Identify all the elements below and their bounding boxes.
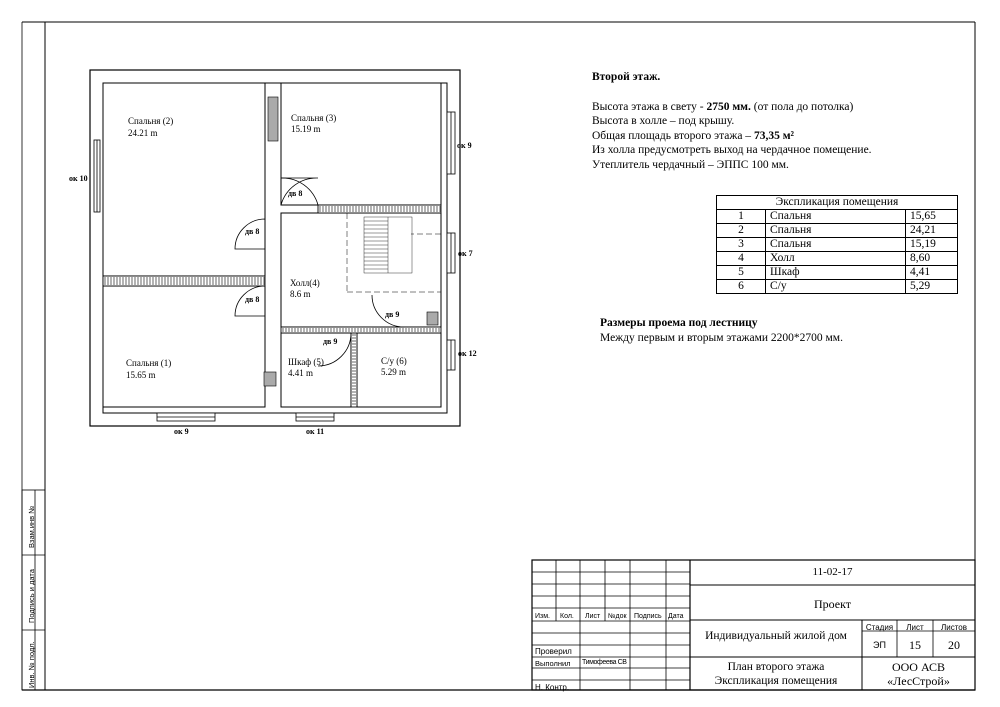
floor-notes: [592, 70, 872, 172]
stamp-stage-label: Стадия: [865, 623, 894, 632]
side-inv-sub: Взам.инв №: [27, 505, 36, 548]
room-name-1: Спальня (1): [126, 358, 172, 368]
stamp-sheets: 20: [948, 638, 960, 652]
room-name-3: Спальня (3): [291, 113, 337, 123]
door-label-dv9-hall: дв 9: [385, 310, 400, 319]
room-area-6: 5.29 m: [381, 367, 407, 377]
door-label-dv8-top: дв 8: [288, 189, 303, 198]
window-label-ok9-bottom: ок 9: [174, 427, 189, 436]
stamp-sheet-title-1: План второго этажа: [727, 661, 825, 673]
row-nkontr: Н. Контр.: [535, 683, 570, 692]
row-performer: Тимофеева СВ: [582, 659, 627, 666]
col-list: Лист: [585, 613, 601, 620]
door-label-dv8-left: дв 8: [245, 227, 260, 236]
col-ndoc: №док: [608, 613, 627, 620]
stamp-object: Индивидуальный жилой дом: [705, 630, 847, 642]
row-checked: Проверил: [535, 647, 572, 656]
stamp-code: 11-02-17: [812, 566, 853, 578]
room-name-5: Шкаф (5): [288, 357, 324, 367]
explication-table: [716, 195, 958, 294]
room-name-2: Спальня (2): [128, 116, 174, 126]
side-sign-date: Подпись и дата: [27, 569, 36, 623]
explication-caption: Экспликация помещения: [717, 196, 958, 210]
side-inv-orig: Инв. № подл.: [27, 641, 36, 688]
notes-area: Общая площадь второго этажа – 73,35 м²: [592, 129, 794, 142]
stamp-project: Проект: [813, 597, 852, 611]
door-label-dv8-lower: дв 8: [245, 295, 260, 304]
stair-text: Между первым и вторым этажами 2200*2700 мм.: [600, 331, 843, 344]
col-izm: Изм.: [535, 613, 550, 620]
room-area-1: 15.65 m: [126, 370, 156, 380]
window-label-ok11: ок 11: [306, 427, 325, 436]
table-row: 4 Холл 8,60: [717, 252, 958, 266]
col-date: Дата: [668, 613, 684, 620]
stamp-sheets-label: Листов: [941, 623, 967, 632]
col-kol: Кол.: [560, 613, 574, 620]
notes-hall: Высота в холле – под крышу.: [592, 115, 735, 127]
stamp-sheet: 15: [909, 638, 921, 652]
table-row: 6 С/у 5,29: [717, 280, 958, 294]
room-area-4: 8.6 m: [290, 289, 311, 299]
stamp-stage: ЭП: [873, 640, 886, 650]
notes-insulation: Утеплитель чердачный – ЭППС 100 мм.: [592, 158, 789, 171]
room-name-6: С/у (6): [381, 356, 407, 366]
notes-title: Второй этаж.: [592, 71, 661, 83]
stamp-company-2: «ЛесСтрой»: [887, 674, 950, 688]
room-area-3: 15.19 m: [291, 124, 321, 134]
row-performed: Выполнил: [535, 659, 571, 668]
stamp-company-1: ООО АСВ: [891, 660, 946, 674]
col-sign: Подпись: [634, 613, 662, 620]
room-name-4: Холл(4): [290, 278, 320, 288]
door-label-dv9-closet: дв 9: [323, 337, 338, 346]
window-label-ok9-right: ок 9: [457, 141, 472, 150]
stair-heading: Размеры проема под лестницу: [600, 317, 758, 329]
table-row: 3 Спальня 15,19: [717, 238, 958, 252]
notes-height: Высота этажа в свету - 2750 мм. (от пола до потолка): [592, 100, 854, 113]
table-row: 5 Шкаф 4,41: [717, 266, 958, 280]
room-area-2: 24.21 m: [128, 128, 158, 138]
window-label-ok7: ок 7: [458, 249, 473, 258]
table-row: 2 Спальня 24,21: [717, 224, 958, 238]
notes-attic: Из холла предусмотреть выход на чердачное помещение.: [592, 144, 872, 156]
window-label-ok12: ок 12: [458, 349, 477, 358]
window-label-ok10: ок 10: [69, 174, 88, 183]
stamp-sheet-title-2: Экспликация помещения: [714, 675, 838, 687]
stair-opening-note: [600, 316, 843, 345]
table-row: 1 Спальня 15,65: [717, 210, 958, 224]
stamp-sheet-label: Лист: [906, 623, 924, 632]
room-area-5: 4.41 m: [288, 368, 314, 378]
